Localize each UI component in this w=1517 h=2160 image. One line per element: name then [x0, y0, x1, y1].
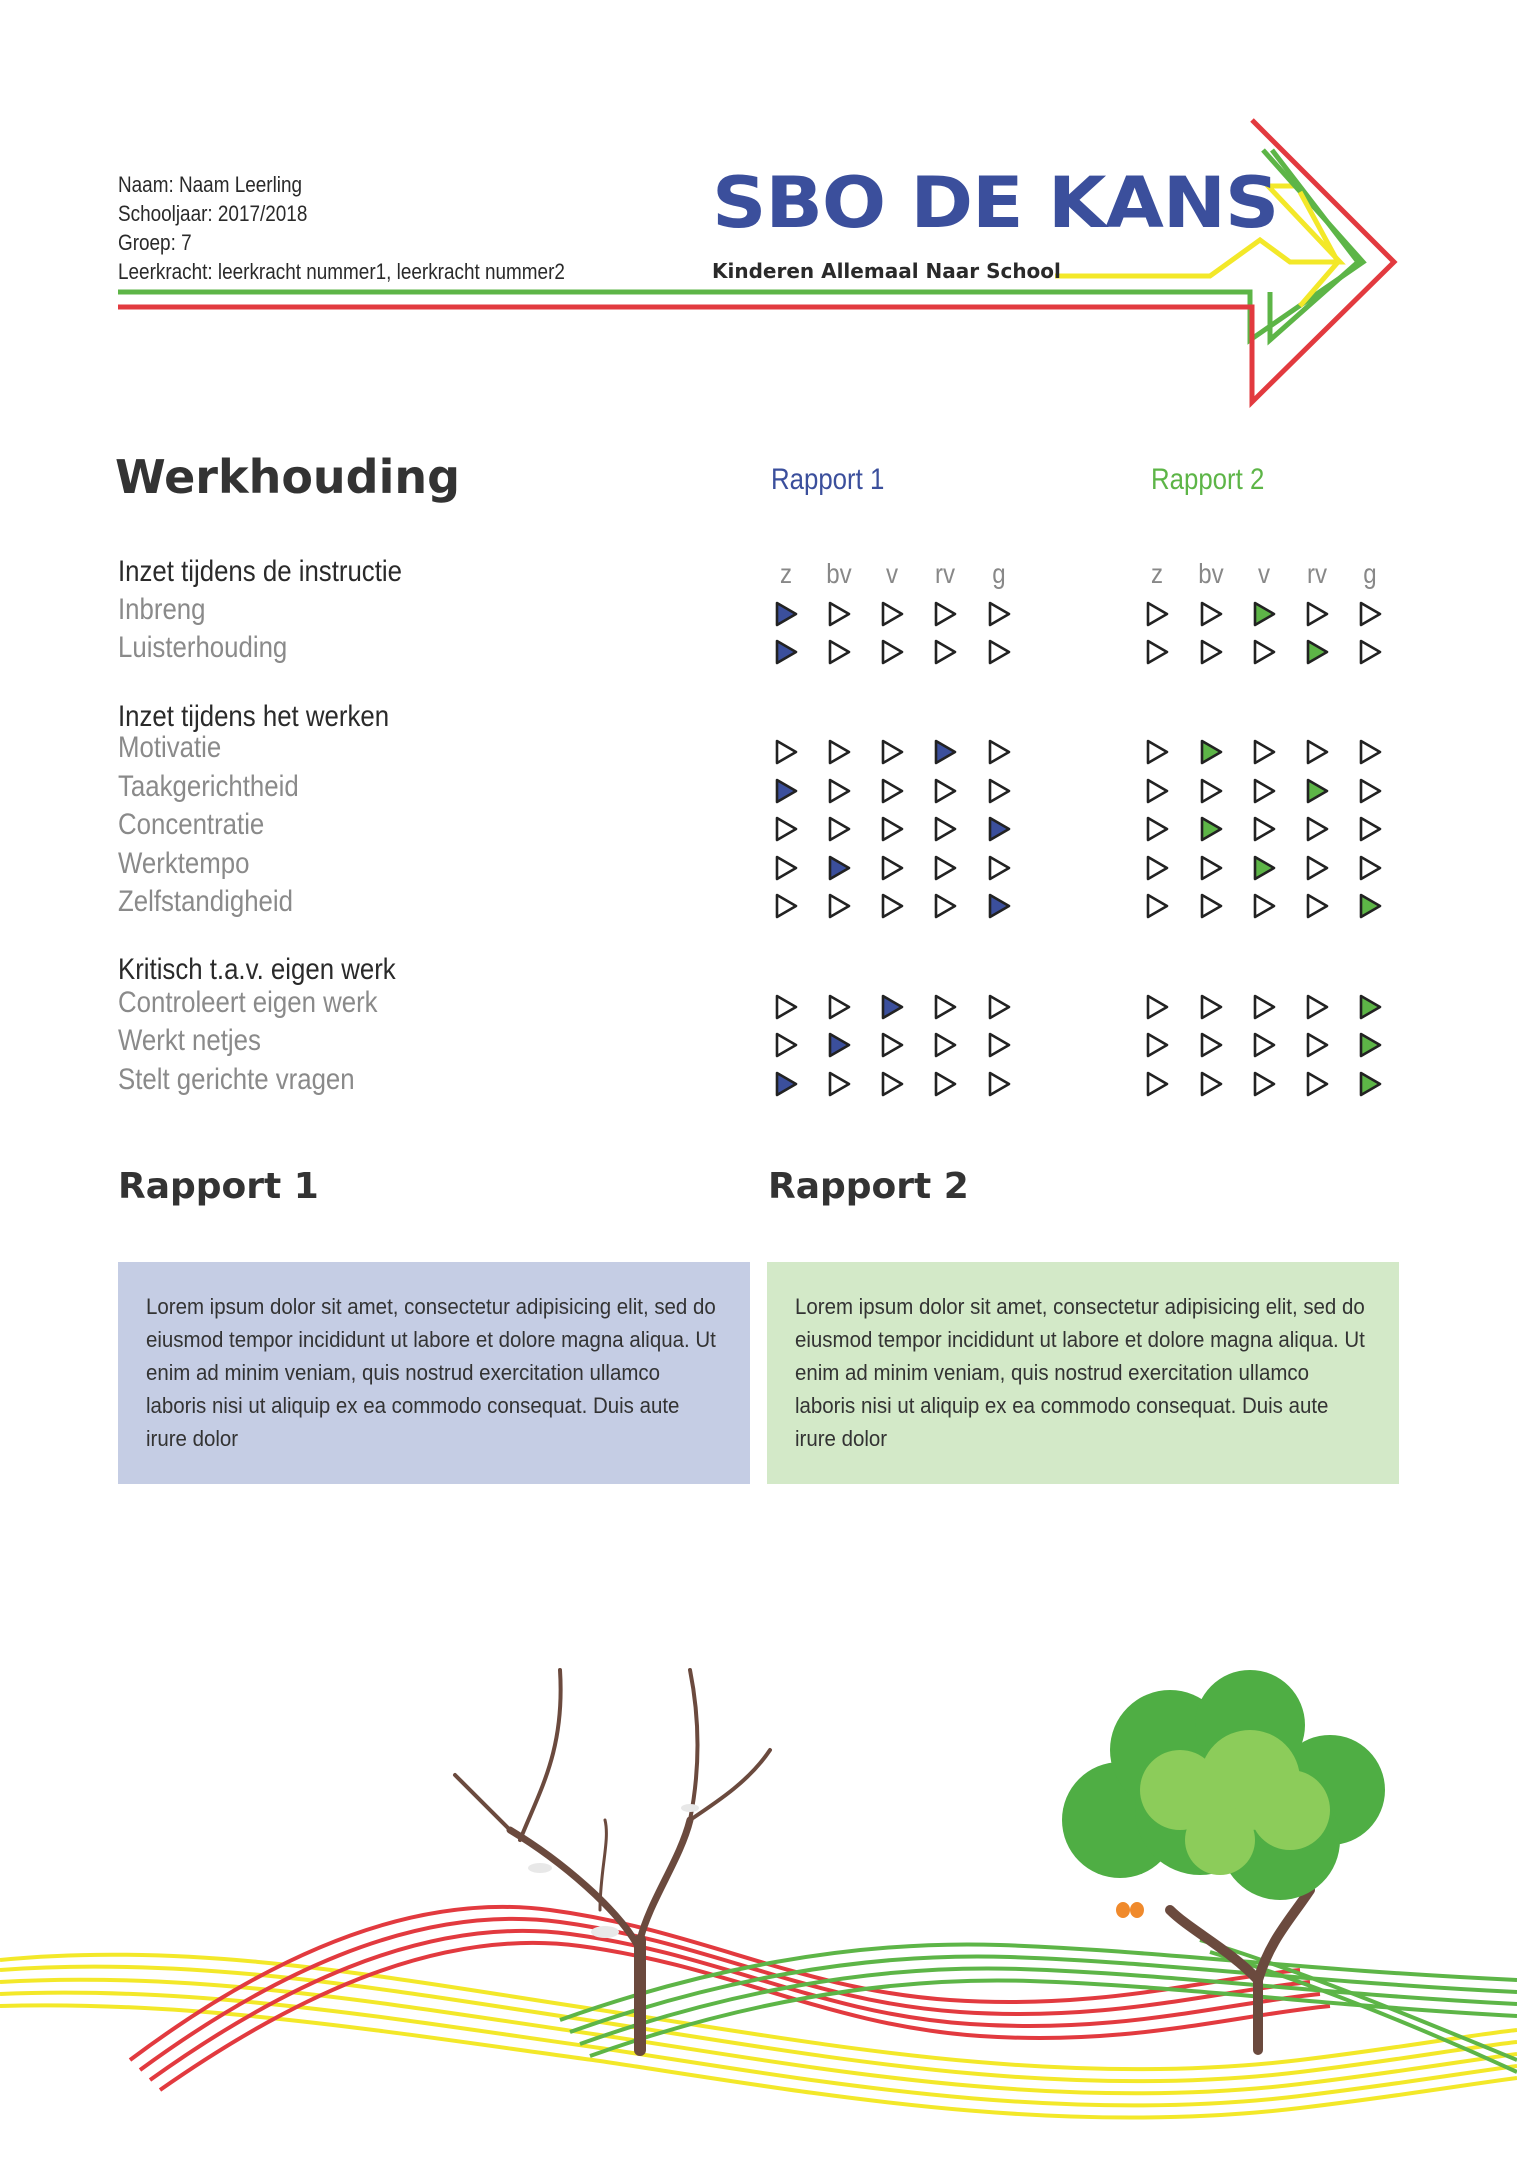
- rapport1-column-heading: Rapport 1: [771, 463, 885, 496]
- rating-triangle-icon: [1197, 638, 1225, 666]
- rating-triangle-icon: [985, 738, 1013, 766]
- rapport1-comment-box: [118, 1262, 750, 1484]
- rating-triangle-icon: [985, 600, 1013, 628]
- rating-triangle-icon: [772, 638, 800, 666]
- rating-triangle-icon: [825, 854, 853, 882]
- rating-triangle-icon: [825, 993, 853, 1021]
- scale-header-r2: bv: [1198, 558, 1224, 589]
- criterion-label: Luisterhouding: [118, 631, 288, 664]
- rating-triangle-icon: [878, 638, 906, 666]
- rating-triangle-icon: [931, 777, 959, 805]
- rating-triangle-icon: [825, 1070, 853, 1098]
- rating-triangle-icon: [825, 777, 853, 805]
- rating-triangle-icon: [985, 638, 1013, 666]
- rating-triangle-icon: [878, 854, 906, 882]
- rating-triangle-icon: [1197, 854, 1225, 882]
- criterion-label: Zelfstandigheid: [118, 885, 293, 918]
- rating-triangle-icon: [772, 854, 800, 882]
- group-title: Inzet tijdens de instructie: [118, 555, 402, 588]
- rating-triangle-icon: [772, 993, 800, 1021]
- rating-triangle-icon: [1250, 892, 1278, 920]
- rating-triangle-icon: [1143, 738, 1171, 766]
- rating-triangle-icon: [1356, 1031, 1384, 1059]
- rating-triangle-icon: [1250, 600, 1278, 628]
- rating-triangle-icon: [931, 854, 959, 882]
- rating-triangle-icon: [1143, 892, 1171, 920]
- rapport2-comment-box: [767, 1262, 1399, 1484]
- rating-triangle-icon: [825, 1031, 853, 1059]
- rapport2-comment-text: Lorem ipsum dolor sit amet, consectetur adipisicing elit, sed do eiusmod tempor incididunt ut labore et dolore magna aliqua. Ut enim ad minim veniam, quis nostrud exercitation ullamco laboris nisi ut aliquip ex ea commodo consequat. Duis aute irure dolor: [795, 1294, 1365, 1451]
- rating-triangle-icon: [772, 1070, 800, 1098]
- rating-triangle-icon: [985, 815, 1013, 843]
- rating-triangle-icon: [772, 815, 800, 843]
- rating-triangle-icon: [1250, 1070, 1278, 1098]
- rating-triangle-icon: [1143, 993, 1171, 1021]
- rating-triangle-icon: [878, 1070, 906, 1098]
- rating-triangle-icon: [1303, 854, 1331, 882]
- rating-triangle-icon: [1197, 993, 1225, 1021]
- rating-triangle-icon: [1197, 1031, 1225, 1059]
- rating-triangle-icon: [1303, 638, 1331, 666]
- rating-triangle-icon: [1303, 815, 1331, 843]
- rating-triangle-icon: [772, 777, 800, 805]
- rating-triangle-icon: [1143, 854, 1171, 882]
- rating-triangle-icon: [1143, 1031, 1171, 1059]
- criterion-label: Taakgerichtheid: [118, 770, 299, 803]
- rating-triangle-icon: [1356, 600, 1384, 628]
- group-title: Inzet tijdens het werken: [118, 700, 390, 733]
- rating-triangle-icon: [1356, 993, 1384, 1021]
- rating-triangle-icon: [1303, 1031, 1331, 1059]
- rating-triangle-icon: [1250, 854, 1278, 882]
- group-title: Kritisch t.a.v. eigen werk: [118, 953, 396, 986]
- scale-header-r2: v: [1257, 558, 1271, 589]
- butterfly-icon: [1116, 1902, 1144, 1918]
- rating-triangle-icon: [878, 1031, 906, 1059]
- rating-triangle-icon: [1197, 738, 1225, 766]
- rating-triangle-icon: [1303, 1070, 1331, 1098]
- rating-triangle-icon: [772, 738, 800, 766]
- criterion-label: Inbreng: [118, 593, 206, 626]
- rating-triangle-icon: [931, 1070, 959, 1098]
- rating-triangle-icon: [1250, 815, 1278, 843]
- rating-triangle-icon: [878, 815, 906, 843]
- rating-triangle-icon: [878, 993, 906, 1021]
- rating-triangle-icon: [931, 638, 959, 666]
- rating-triangle-icon: [1356, 892, 1384, 920]
- rating-triangle-icon: [1197, 1070, 1225, 1098]
- scale-header-r1: v: [885, 558, 899, 589]
- scale-header-r2: g: [1363, 558, 1377, 589]
- rating-triangle-icon: [1250, 738, 1278, 766]
- rating-triangle-icon: [1143, 600, 1171, 628]
- rating-triangle-icon: [772, 892, 800, 920]
- rating-triangle-icon: [931, 815, 959, 843]
- rating-triangle-icon: [825, 600, 853, 628]
- rating-triangle-icon: [1197, 815, 1225, 843]
- rating-triangle-icon: [772, 600, 800, 628]
- rating-triangle-icon: [1250, 1031, 1278, 1059]
- scale-header-r1: z: [779, 558, 793, 589]
- rating-triangle-icon: [1197, 600, 1225, 628]
- scale-header-r1: rv: [934, 558, 956, 589]
- rating-triangle-icon: [1303, 892, 1331, 920]
- rating-triangle-icon: [1197, 777, 1225, 805]
- rating-triangle-icon: [825, 638, 853, 666]
- rating-triangle-icon: [1303, 600, 1331, 628]
- group: Groep: 7: [118, 230, 192, 255]
- rating-triangle-icon: [1197, 892, 1225, 920]
- rating-triangle-icon: [985, 993, 1013, 1021]
- rating-triangle-icon: [825, 892, 853, 920]
- rating-triangle-icon: [985, 892, 1013, 920]
- rating-triangle-icon: [825, 738, 853, 766]
- rating-triangle-icon: [772, 1031, 800, 1059]
- rating-triangle-icon: [931, 993, 959, 1021]
- rating-triangle-icon: [1250, 993, 1278, 1021]
- criterion-label: Werkt netjes: [118, 1024, 261, 1057]
- school-logo-text: SBO DE KANS: [712, 162, 1279, 244]
- rating-triangle-icon: [1250, 777, 1278, 805]
- rating-triangle-icon: [1356, 638, 1384, 666]
- scale-header-r2: z: [1150, 558, 1164, 589]
- scale-header-r1: g: [992, 558, 1006, 589]
- rating-triangle-icon: [1356, 1070, 1384, 1098]
- rating-triangle-icon: [878, 777, 906, 805]
- rating-triangle-icon: [1356, 854, 1384, 882]
- rapport1-comment-title: Rapport 1: [118, 1166, 319, 1207]
- rating-triangle-icon: [931, 738, 959, 766]
- student-name: Naam: Naam Leerling: [118, 172, 303, 197]
- rating-triangle-icon: [1303, 738, 1331, 766]
- rating-triangle-icon: [1143, 815, 1171, 843]
- rating-triangle-icon: [878, 738, 906, 766]
- teachers: Leerkracht: leerkracht nummer1, leerkracht nummer2: [118, 259, 565, 284]
- rating-triangle-icon: [1356, 738, 1384, 766]
- school-year: Schooljaar: 2017/2018: [118, 201, 308, 226]
- rating-triangle-icon: [931, 1031, 959, 1059]
- rating-triangle-icon: [985, 1031, 1013, 1059]
- section-title: Werkhouding: [115, 450, 461, 504]
- rating-triangle-icon: [1303, 777, 1331, 805]
- school-tagline: Kinderen Allemaal Naar School: [712, 259, 1061, 283]
- rapport2-comment-title: Rapport 2: [768, 1166, 969, 1207]
- rating-triangle-icon: [1143, 638, 1171, 666]
- criterion-label: Stelt gerichte vragen: [118, 1063, 355, 1096]
- rating-triangle-icon: [878, 600, 906, 628]
- rating-triangle-icon: [985, 777, 1013, 805]
- rapport1-comment-text: Lorem ipsum dolor sit amet, consectetur adipisicing elit, sed do eiusmod tempor incididunt ut labore et dolore magna aliqua. Ut enim ad minim veniam, quis nostrud exercitation ullamco laboris nisi ut aliquip ex ea commodo consequat. Duis aute irure dolor: [146, 1294, 716, 1451]
- landscape-illustration: [0, 1640, 1517, 2160]
- rating-triangle-icon: [1356, 815, 1384, 843]
- rating-triangle-icon: [1143, 777, 1171, 805]
- scale-header-r1: bv: [826, 558, 852, 589]
- criterion-label: Werktempo: [118, 847, 250, 880]
- criterion-label: Concentratie: [118, 808, 265, 841]
- rating-triangle-icon: [931, 892, 959, 920]
- scale-header-r2: rv: [1306, 558, 1328, 589]
- rating-triangle-icon: [1303, 993, 1331, 1021]
- rating-triangle-icon: [825, 815, 853, 843]
- rating-triangle-icon: [985, 1070, 1013, 1098]
- criterion-label: Controleert eigen werk: [118, 986, 378, 1019]
- rating-triangle-icon: [878, 892, 906, 920]
- rating-triangle-icon: [1356, 777, 1384, 805]
- rapport2-column-heading: Rapport 2: [1151, 463, 1265, 496]
- rating-triangle-icon: [985, 854, 1013, 882]
- criterion-label: Motivatie: [118, 731, 222, 764]
- rating-triangle-icon: [1250, 638, 1278, 666]
- rating-triangle-icon: [931, 600, 959, 628]
- rating-triangle-icon: [1143, 1070, 1171, 1098]
